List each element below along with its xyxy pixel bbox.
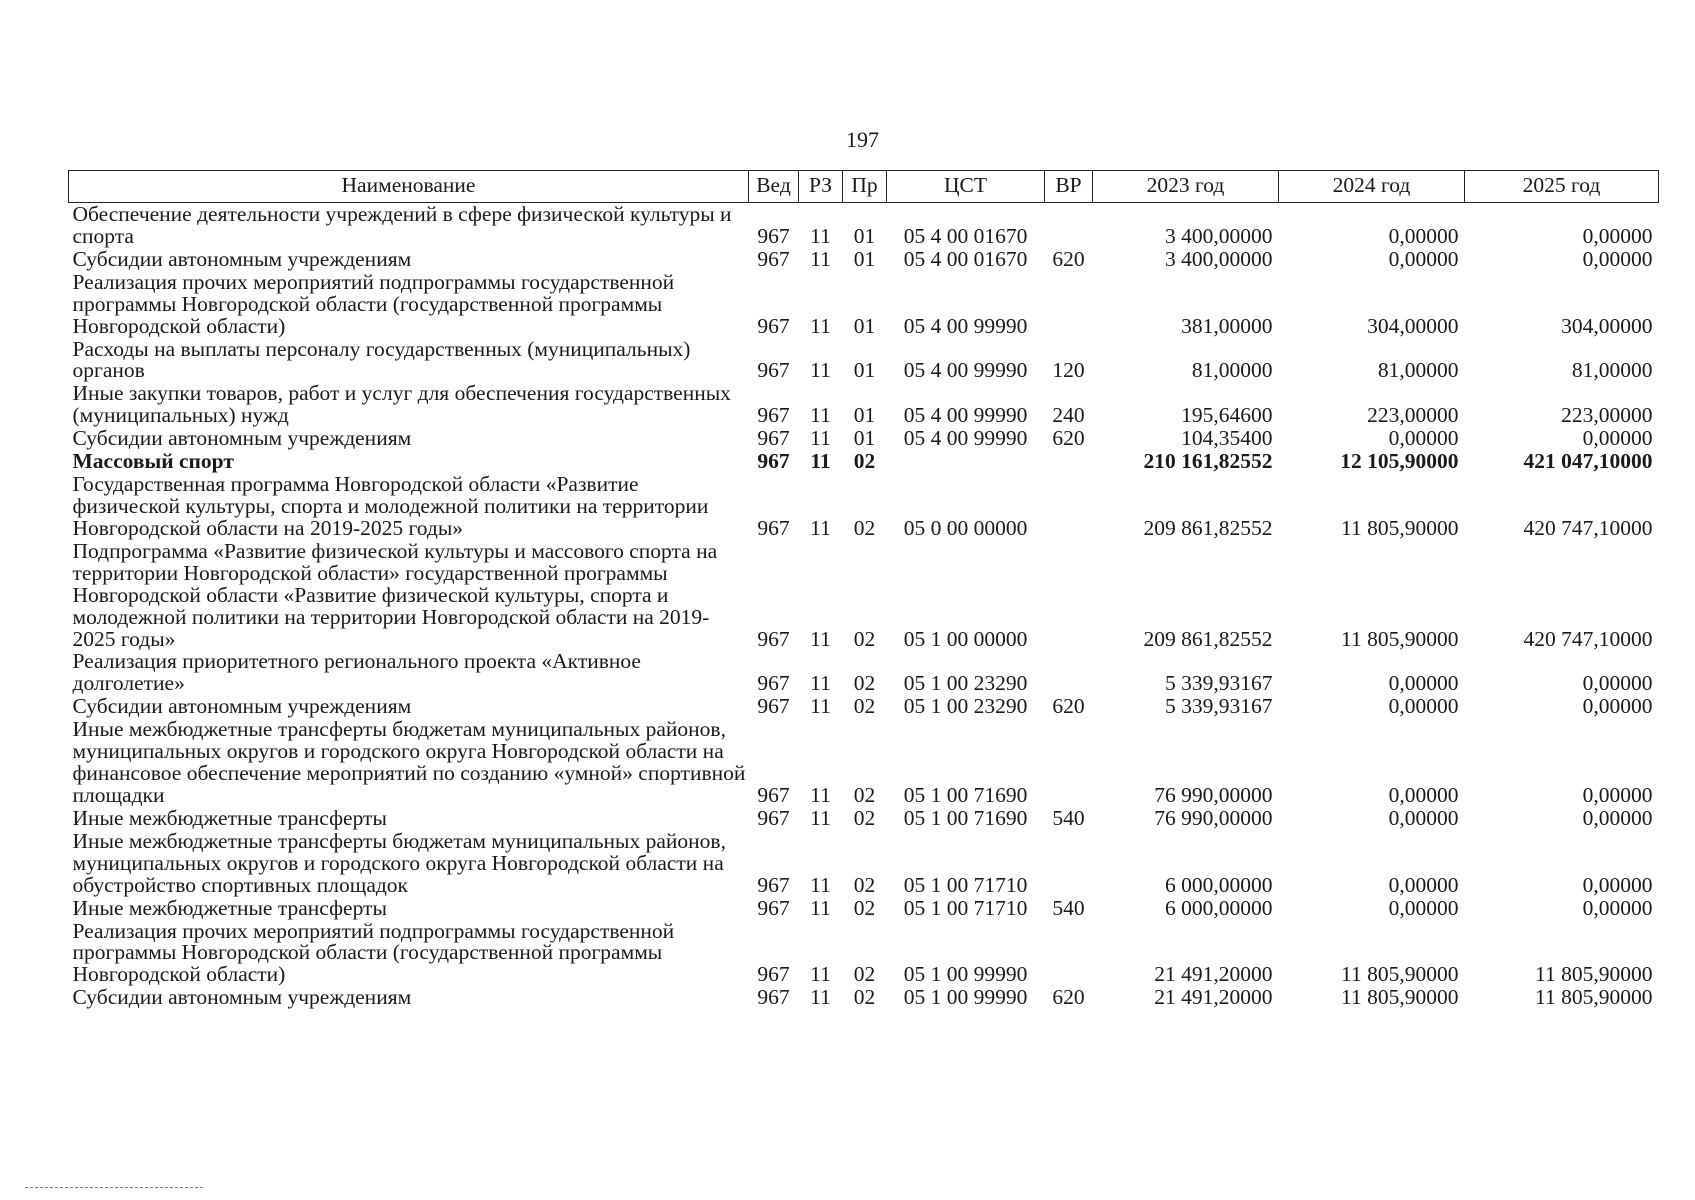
row-amount-2024: 11 805,90000 <box>1341 515 1459 540</box>
row-cst: 05 1 00 71690 <box>903 782 1028 807</box>
row-amount-2024: 12 105,90000 <box>1340 449 1459 474</box>
row-amount-2023: 3 400,00000 <box>1165 246 1273 271</box>
row-vr <box>1045 540 1093 651</box>
row-name: Иные межбюджетные трансферты <box>72 805 387 830</box>
row-pr: 02 <box>853 671 876 696</box>
row-amount-2023: 210 161,82552 <box>1143 449 1273 474</box>
page-number: 197 <box>846 127 879 152</box>
row-amount-2025: 0,00000 <box>1582 671 1653 696</box>
row-amount-2024: 11 805,90000 <box>1341 985 1459 1010</box>
row-vr: 620 <box>1052 985 1085 1010</box>
row-amount-2025: 421 047,10000 <box>1523 449 1653 474</box>
row-cst: 05 4 00 99990 <box>903 426 1028 451</box>
header-vr: ВР <box>1045 171 1093 203</box>
row-name: Подпрограмма «Развитие физической культуры и массового спорта на территории Новгородской области» государственной программы Новгородской области «Развитие физической культуры, спорта и молодежной политики на территории Новгородской области на 2019-2025 годы» <box>72 538 718 651</box>
row-amount-2025: 11 805,90000 <box>1535 985 1653 1010</box>
row-name: Иные межбюджетные трансферты <box>72 895 387 920</box>
row-pr: 01 <box>853 403 876 428</box>
row-rz: 11 <box>810 962 831 987</box>
row-cst: 05 1 00 99990 <box>903 962 1028 987</box>
row-name: Реализация приоритетного регионального проекта «Активное долголетие» <box>72 649 641 696</box>
row-amount-2024: 0,00000 <box>1388 805 1459 830</box>
table-row <box>69 986 1659 1009</box>
row-ved: 967 <box>757 223 790 248</box>
header-ved: Вед <box>749 171 799 203</box>
table-row <box>69 830 1659 897</box>
row-pr: 02 <box>853 694 876 719</box>
row-rz: 11 <box>810 872 831 897</box>
row-ved: 967 <box>757 782 790 807</box>
row-pr: 01 <box>853 426 876 451</box>
row-pr: 01 <box>853 246 876 271</box>
row-amount-2024: 304,00000 <box>1367 313 1459 338</box>
row-cst: 05 1 00 99990 <box>903 985 1028 1010</box>
row-cst: 05 4 00 99990 <box>903 358 1028 383</box>
row-rz: 11 <box>810 403 831 428</box>
row-amount-2023: 5 339,93167 <box>1165 694 1273 719</box>
table-row <box>69 650 1659 695</box>
row-amount-2025: 223,00000 <box>1561 403 1653 428</box>
row-ved: 967 <box>757 515 790 540</box>
row-pr: 02 <box>853 895 876 920</box>
row-amount-2023: 209 861,82552 <box>1143 515 1273 540</box>
row-cst: 05 4 00 01670 <box>903 246 1028 271</box>
row-pr: 02 <box>853 515 876 540</box>
row-vr <box>1045 920 1093 987</box>
budget-table <box>68 170 1659 1009</box>
row-amount-2025: 0,00000 <box>1582 872 1653 897</box>
row-vr: 120 <box>1052 358 1085 383</box>
row-pr: 02 <box>853 962 876 987</box>
row-amount-2025: 0,00000 <box>1582 246 1653 271</box>
row-amount-2024: 0,00000 <box>1388 872 1459 897</box>
row-amount-2023: 3 400,00000 <box>1165 223 1273 248</box>
row-amount-2025: 304,00000 <box>1561 313 1653 338</box>
row-amount-2023: 195,64600 <box>1181 403 1273 428</box>
row-vr <box>1045 650 1093 695</box>
row-amount-2023: 6 000,00000 <box>1165 872 1273 897</box>
row-ved: 967 <box>757 985 790 1010</box>
row-vr <box>1045 473 1093 540</box>
row-cst: 05 1 00 23290 <box>903 671 1028 696</box>
row-amount-2024: 0,00000 <box>1388 694 1459 719</box>
row-amount-2024: 223,00000 <box>1367 403 1459 428</box>
row-rz: 11 <box>810 985 831 1010</box>
row-amount-2024: 0,00000 <box>1388 246 1459 271</box>
row-amount-2025: 420 747,10000 <box>1523 626 1653 651</box>
row-amount-2024: 11 805,90000 <box>1341 962 1459 987</box>
row-pr: 01 <box>853 313 876 338</box>
row-name: Расходы на выплаты персоналу государственных (муниципальных) органов <box>72 336 691 383</box>
row-amount-2024: 0,00000 <box>1388 895 1459 920</box>
header-2024: 2024 год <box>1279 171 1465 203</box>
row-amount-2025: 0,00000 <box>1582 895 1653 920</box>
row-pr: 02 <box>853 872 876 897</box>
row-rz: 11 <box>810 426 831 451</box>
row-rz: 11 <box>810 626 831 651</box>
row-amount-2024: 11 805,90000 <box>1341 626 1459 651</box>
row-pr: 02 <box>853 626 876 651</box>
row-rz: 11 <box>810 358 831 383</box>
header-pr: Пр <box>843 171 887 203</box>
row-name: Реализация прочих мероприятий подпрограммы государственной программы Новгородской области (государственной программы Новгородской области) <box>72 269 675 338</box>
row-amount-2023: 21 491,20000 <box>1154 985 1273 1010</box>
table-row <box>69 338 1659 383</box>
table-row <box>69 695 1659 718</box>
footer-divider <box>25 1187 203 1188</box>
row-cst: 05 4 00 01670 <box>903 223 1028 248</box>
row-amount-2025: 0,00000 <box>1582 694 1653 719</box>
row-ved: 967 <box>757 403 790 428</box>
row-name: Субсидии автономным учреждениям <box>72 246 412 271</box>
row-cst: 05 0 00 00000 <box>903 515 1028 540</box>
row-amount-2024: 0,00000 <box>1388 782 1459 807</box>
row-cst <box>887 450 1045 473</box>
row-cst: 05 1 00 71710 <box>903 872 1028 897</box>
row-amount-2025: 0,00000 <box>1582 426 1653 451</box>
row-rz: 11 <box>810 895 831 920</box>
table-row <box>69 450 1659 473</box>
table-row <box>69 718 1659 807</box>
row-vr <box>1045 718 1093 807</box>
row-ved: 967 <box>757 426 790 451</box>
row-amount-2023: 76 990,00000 <box>1154 805 1273 830</box>
row-name: Субсидии автономным учреждениям <box>72 694 412 719</box>
row-ved: 967 <box>757 246 790 271</box>
table-header-row <box>69 171 1659 203</box>
header-2023: 2023 год <box>1093 171 1279 203</box>
table-row <box>69 540 1659 651</box>
row-amount-2023: 209 861,82552 <box>1143 626 1273 651</box>
row-amount-2025: 0,00000 <box>1582 782 1653 807</box>
row-amount-2024: 0,00000 <box>1388 426 1459 451</box>
header-rz: РЗ <box>799 171 843 203</box>
row-cst: 05 4 00 99990 <box>903 403 1028 428</box>
row-amount-2025: 420 747,10000 <box>1523 515 1653 540</box>
row-amount-2025: 0,00000 <box>1582 805 1653 830</box>
row-amount-2023: 81,00000 <box>1191 358 1273 383</box>
row-ved: 967 <box>757 671 790 696</box>
row-pr: 02 <box>853 805 876 830</box>
table-row <box>69 271 1659 338</box>
row-amount-2023: 6 000,00000 <box>1165 895 1273 920</box>
row-pr: 02 <box>853 782 876 807</box>
table-row <box>69 203 1659 248</box>
row-rz: 11 <box>810 671 831 696</box>
row-name: Государственная программа Новгородской области «Развитие физической культуры, спорта и молодежной политики на территории Новгородской области на 2019-2025 годы» <box>72 472 709 540</box>
row-rz: 11 <box>810 246 831 271</box>
row-cst: 05 1 00 23290 <box>903 694 1028 719</box>
row-vr: 620 <box>1052 246 1085 271</box>
row-vr <box>1045 450 1093 473</box>
row-vr: 540 <box>1052 805 1085 830</box>
row-pr: 01 <box>853 223 876 248</box>
row-amount-2023: 381,00000 <box>1181 313 1273 338</box>
row-vr <box>1045 830 1093 897</box>
row-ved: 967 <box>757 626 790 651</box>
row-amount-2023: 76 990,00000 <box>1154 782 1273 807</box>
row-amount-2023: 5 339,93167 <box>1165 671 1273 696</box>
row-vr: 540 <box>1052 895 1085 920</box>
row-name: Субсидии автономным учреждениям <box>72 985 412 1010</box>
header-2025: 2025 год <box>1465 171 1659 203</box>
table-row <box>69 248 1659 271</box>
row-vr: 620 <box>1052 694 1085 719</box>
row-cst: 05 1 00 00000 <box>903 626 1028 651</box>
header-name: Наименование <box>69 171 749 203</box>
row-ved: 967 <box>757 805 790 830</box>
table-row <box>69 807 1659 830</box>
table-row <box>69 382 1659 427</box>
row-amount-2024: 0,00000 <box>1388 671 1459 696</box>
row-name: Иные межбюджетные трансферты бюджетам муниципальных районов, муниципальных округов и городского округа Новгородской области на финансовое обеспечение мероприятий по созданию «умной» спортивной площадки <box>72 717 746 807</box>
row-vr: 620 <box>1052 426 1085 451</box>
table-row <box>69 897 1659 920</box>
row-name: Массовый спорт <box>72 449 234 474</box>
row-rz: 11 <box>810 694 831 719</box>
row-ved: 967 <box>757 358 790 383</box>
row-cst: 05 4 00 99990 <box>903 313 1028 338</box>
row-ved: 967 <box>757 313 790 338</box>
row-vr: 240 <box>1052 403 1085 428</box>
row-ved: 967 <box>757 872 790 897</box>
row-cst: 05 1 00 71710 <box>903 895 1028 920</box>
row-name: Обеспечение деятельности учреждений в сфере физической культуры и спорта <box>72 202 732 248</box>
header-cst: ЦСТ <box>887 171 1045 203</box>
row-rz: 11 <box>810 313 831 338</box>
row-name: Реализация прочих мероприятий подпрограммы государственной программы Новгородской области (государственной программы Новгородской области) <box>72 918 675 987</box>
row-ved: 967 <box>757 895 790 920</box>
row-name: Иные межбюджетные трансферты бюджетам муниципальных районов, муниципальных округов и городского округа Новгородской области на обустройство спортивных площадок <box>72 828 726 897</box>
row-pr: 02 <box>853 449 876 474</box>
row-amount-2025: 0,00000 <box>1582 223 1653 248</box>
row-amount-2024: 81,00000 <box>1377 358 1459 383</box>
row-pr: 01 <box>853 358 876 383</box>
row-rz: 11 <box>810 782 831 807</box>
row-amount-2025: 11 805,90000 <box>1535 962 1653 987</box>
table-body <box>69 203 1659 1010</box>
row-name: Иные закупки товаров, работ и услуг для обеспечения государственных (муниципальных) нужд <box>72 381 731 428</box>
row-rz: 11 <box>810 449 831 474</box>
table-row <box>69 920 1659 987</box>
row-amount-2023: 104,35400 <box>1181 426 1273 451</box>
row-amount-2025: 81,00000 <box>1571 358 1653 383</box>
budget-table-container <box>68 170 1658 1009</box>
row-rz: 11 <box>810 223 831 248</box>
row-vr <box>1045 203 1093 248</box>
row-pr: 02 <box>853 985 876 1010</box>
table-row <box>69 473 1659 540</box>
row-amount-2023: 21 491,20000 <box>1154 962 1273 987</box>
row-ved: 967 <box>757 962 790 987</box>
row-amount-2024: 0,00000 <box>1388 223 1459 248</box>
row-name: Субсидии автономным учреждениям <box>72 426 412 451</box>
row-rz: 11 <box>810 515 831 540</box>
row-vr <box>1045 271 1093 338</box>
row-ved: 967 <box>757 449 790 474</box>
row-cst: 05 1 00 71690 <box>903 805 1028 830</box>
row-ved: 967 <box>757 694 790 719</box>
table-row <box>69 427 1659 450</box>
row-rz: 11 <box>810 805 831 830</box>
